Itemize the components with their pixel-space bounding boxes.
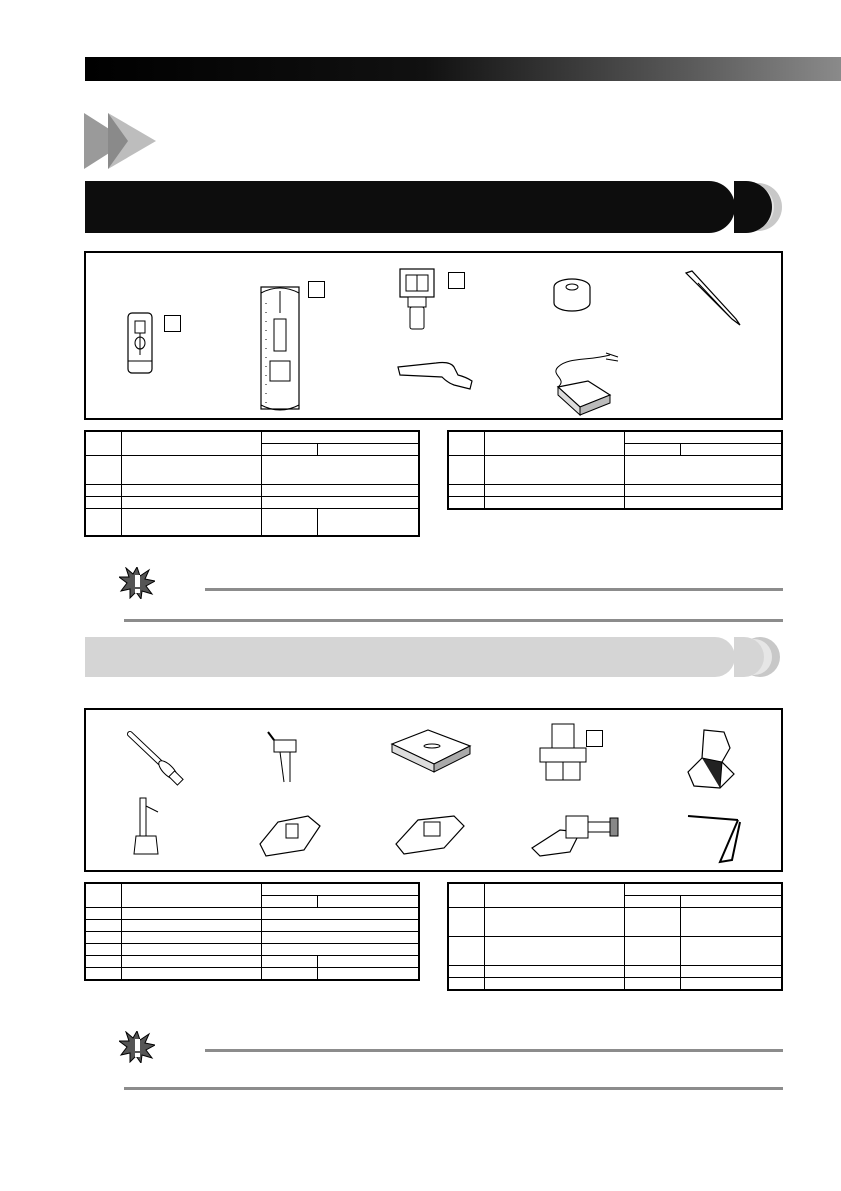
header-sub-a — [624, 896, 680, 908]
table-row — [85, 944, 419, 956]
header-part-code — [261, 883, 419, 896]
table-row — [448, 456, 782, 485]
optional-accessories-panel — [84, 708, 783, 872]
bobbin-icon — [552, 277, 592, 313]
spool-pin-icon — [124, 730, 186, 786]
side-cutter-icon — [684, 728, 736, 790]
header-sub-b — [317, 896, 419, 908]
letter-box-a — [164, 315, 181, 332]
header-part-code — [624, 431, 782, 444]
table-row — [85, 497, 419, 509]
header-sub-b — [680, 444, 782, 456]
foot-controller-icon — [528, 351, 622, 417]
supplied-parts-table-left — [84, 430, 420, 537]
header-sub-b — [680, 896, 782, 908]
header-name — [484, 431, 624, 456]
header-name — [484, 883, 624, 908]
header-sub-a — [261, 444, 317, 456]
optional-parts-table-left — [84, 882, 420, 981]
table-row — [85, 509, 419, 537]
table-row — [448, 966, 782, 978]
banner-end-cap-icon — [734, 637, 782, 677]
supplied-parts-table-right — [447, 430, 783, 510]
letter-box-c — [448, 272, 465, 289]
note-rule-top — [205, 588, 783, 591]
letter-box-d — [586, 730, 603, 747]
letter-box-b — [308, 281, 325, 298]
table-row — [448, 978, 782, 991]
header-sub-b — [317, 444, 419, 456]
table-row — [85, 932, 419, 944]
header-no — [85, 883, 121, 908]
header-sub-a — [261, 896, 317, 908]
twin-needle-icon — [264, 728, 304, 786]
table-row — [85, 920, 419, 932]
presser-foot-icon — [124, 313, 156, 375]
table-row — [448, 485, 782, 497]
table-row — [85, 908, 419, 920]
header-part-code — [261, 431, 419, 444]
quilting-guide-icon — [686, 810, 746, 866]
note-rule-bottom — [124, 1087, 783, 1090]
button-foot-icon — [398, 267, 438, 333]
buttonhole-foot-icon — [256, 283, 306, 415]
extension-table-icon — [388, 728, 474, 778]
header-bar — [85, 57, 841, 81]
quarter-inch-foot-icon — [258, 814, 322, 858]
note-rule-bottom — [124, 619, 783, 622]
supplied-accessories-banner — [85, 181, 735, 233]
table-row — [448, 937, 782, 966]
adjustable-zipper-foot-icon — [530, 808, 622, 860]
seam-ripper-icon — [396, 361, 474, 391]
open-toe-foot-icon — [394, 814, 466, 856]
header-name — [121, 883, 261, 908]
header-no — [448, 883, 484, 908]
header-part-code — [624, 883, 782, 896]
important-burst-icon — [119, 567, 155, 599]
header-no — [448, 431, 484, 456]
table-row — [448, 908, 782, 937]
table-row — [85, 968, 419, 981]
supplied-accessories-panel — [84, 251, 783, 420]
header-no — [85, 431, 121, 456]
walking-foot-icon — [536, 722, 592, 784]
note-rule-top — [205, 1049, 783, 1052]
banner-end-cap-icon — [734, 181, 782, 233]
header-sub-a — [624, 444, 680, 456]
table-row — [448, 497, 782, 510]
needle-icon — [684, 269, 744, 327]
quilting-foot-icon — [132, 796, 162, 866]
table-row — [85, 956, 419, 968]
optional-parts-table-right — [447, 882, 783, 991]
double-arrow-icon — [84, 111, 158, 171]
table-row — [85, 456, 419, 485]
important-burst-icon — [119, 1031, 155, 1063]
table-row — [85, 485, 419, 497]
header-name — [121, 431, 261, 456]
optional-accessories-banner — [85, 637, 735, 677]
